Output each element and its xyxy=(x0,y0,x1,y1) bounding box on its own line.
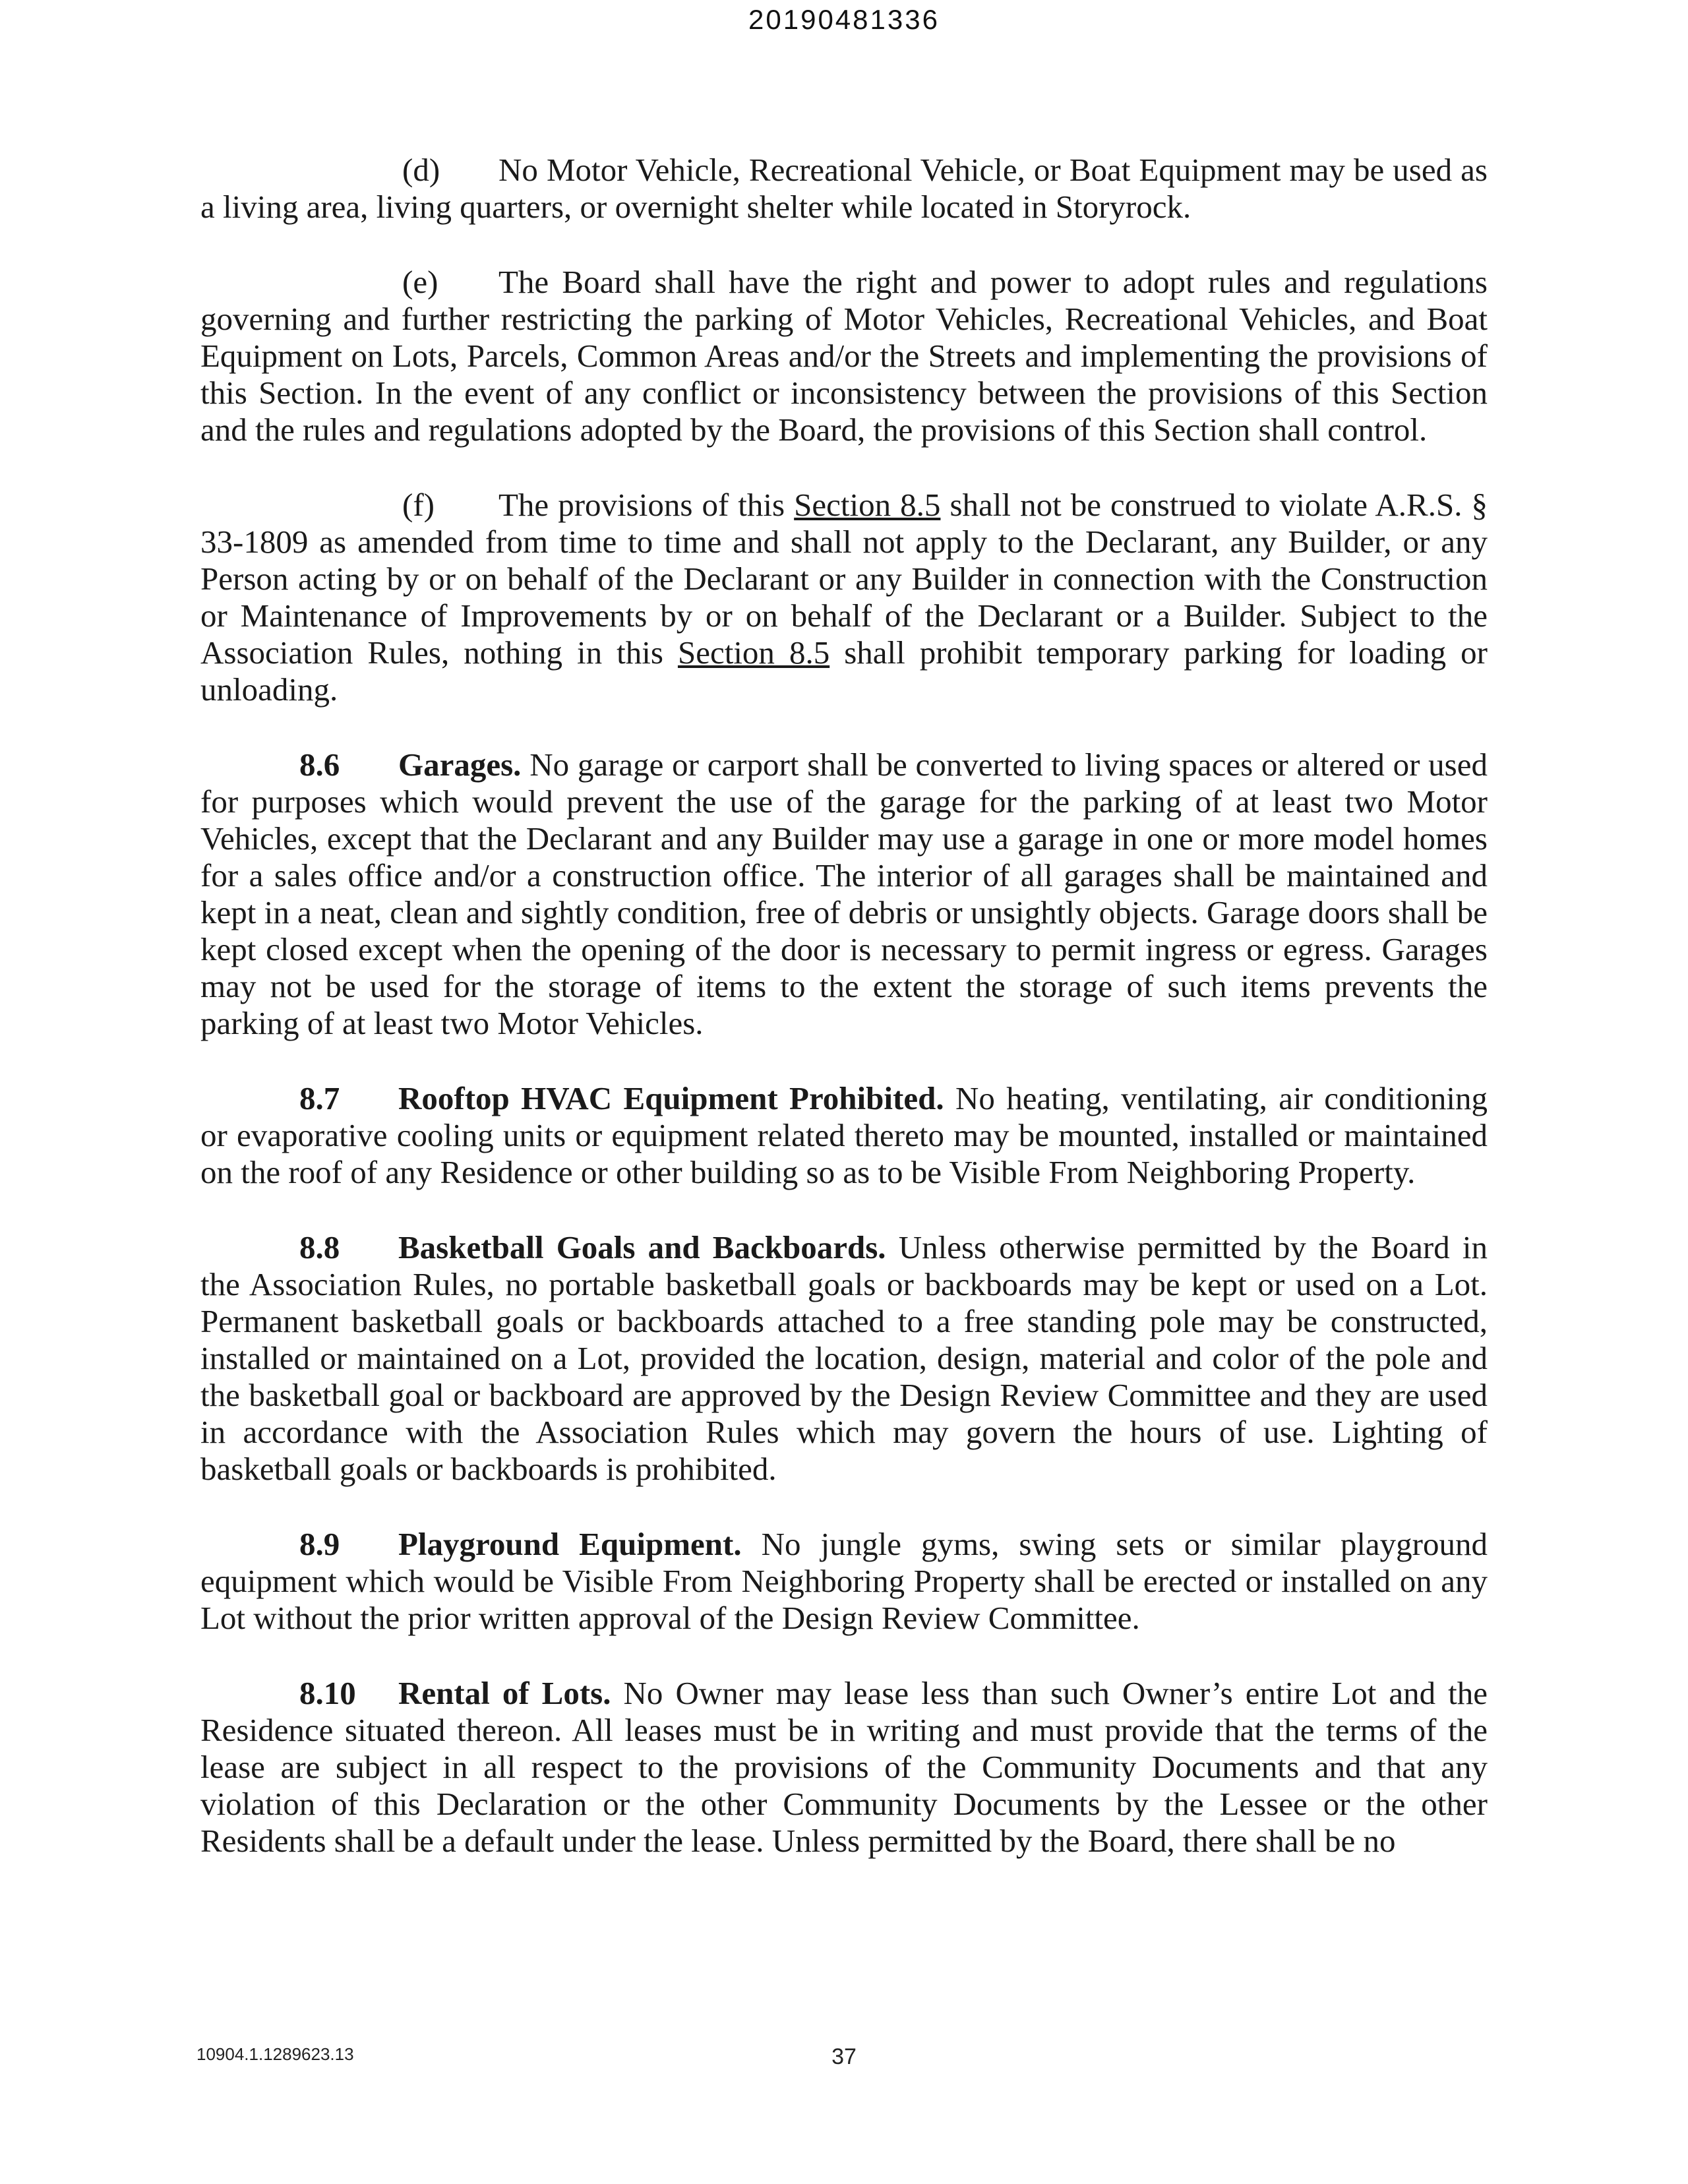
section-text: Unless otherwise permitted by the Board in the Association Rules, no portable basketball goals or backboards may be kept or used on a Lot. Permanent basketball goals or backboards attached to a free standing pole may be constructed, installed or maintained on a Lot, provided the location, design, material and color of the pole and the basketball goal or backboard are approved by the Design Review Committee and they are used in accordance with the Association Rules which may govern the hours of use. Lighting of basketball goals or backboards is prohibited. xyxy=(200,1229,1488,1487)
section-number: 8.7 xyxy=(299,1080,340,1116)
section-title: Rental of Lots. xyxy=(398,1675,611,1711)
footer-document-code: 10904.1.1289623.13 xyxy=(196,2044,354,2064)
section-number: 8.8 xyxy=(299,1229,340,1265)
section-title: Playground Equipment. xyxy=(398,1526,742,1562)
paragraph-label: (f) xyxy=(402,487,435,523)
paragraph-label: (e) xyxy=(402,264,438,300)
section-8-6 xyxy=(200,746,1488,1042)
section-8-8 xyxy=(200,1229,1488,1488)
paragraph-text: shall prohibit temporary parking for loading or unloading. xyxy=(200,634,1488,708)
section-title: Garages. xyxy=(398,746,522,783)
paragraph-label: (d) xyxy=(402,152,440,188)
document-body xyxy=(200,152,1488,1898)
section-number: 8.9 xyxy=(299,1526,340,1562)
paragraph-text: shall not be construed to violate A.R.S. § 33-1809 as amended from time to time and shall not apply to the Declarant, any Builder, or any Person acting by or on behalf of the Declarant or any Builder in connection with the Construction or Maintenance of Improvements by or on behalf of the Declarant or a Builder. Subject to the Association Rules, nothing in this xyxy=(200,487,1488,671)
section-reference: Section 8.5 xyxy=(794,487,941,523)
section-number: 8.6 xyxy=(299,746,340,783)
paragraph-text: No Motor Vehicle, Recreational Vehicle, or Boat Equipment may be used as a living area, living quarters, or overnight shelter while located in Storyrock. xyxy=(200,152,1488,225)
paragraph-text: The Board shall have the right and power to adopt rules and regulations governing and further restricting the parking of Motor Vehicles, Recreational Vehicles, and Boat Equipment on Lots, Parcels, Common Areas and/or the Streets and implementing the provisions of this Section. In the event of any conflict or inconsistency between the provisions of this Section and the rules and regulations adopted by the Board, the provisions of this Section shall control. xyxy=(200,264,1488,448)
section-8-10 xyxy=(200,1675,1488,1860)
section-text: No Owner may lease less than such Owner’s entire Lot and the Residence situated thereon. All leases must be in writing and must provide that the terms of the lease are subject in all respect to the provisions of the Community Documents and that any violation of this Declaration or the other Community Documents by the Lessee or the other Residents shall be a default under the lease. Unless permitted by the Board, there shall be no xyxy=(200,1675,1488,1859)
paragraph-e xyxy=(200,264,1488,448)
section-title: Rooftop HVAC Equipment Prohibited. xyxy=(398,1080,944,1116)
page-number: 37 xyxy=(831,2044,857,2069)
paragraph-text: The provisions of this xyxy=(498,487,795,523)
section-8-7 xyxy=(200,1080,1488,1191)
recording-number: 20190481336 xyxy=(748,4,940,35)
section-text: No jungle gyms, swing sets or similar playground equipment which would be Visible From Neighboring Property shall be erected or installed on any Lot without the prior written approval of the Design Review Committee. xyxy=(200,1526,1488,1636)
section-text: No heating, ventilating, air conditioning or evaporative cooling units or equipment related thereto may be mounted, installed or maintained on the roof of any Residence or other building so as to be Visible From Neighboring Property. xyxy=(200,1080,1488,1190)
section-number: 8.10 xyxy=(299,1675,356,1711)
paragraph-f xyxy=(200,487,1488,708)
section-reference: Section 8.5 xyxy=(677,634,830,671)
section-title: Basketball Goals and Backboards. xyxy=(398,1229,886,1265)
section-8-9 xyxy=(200,1526,1488,1637)
section-text: No garage or carport shall be converted to living spaces or altered or used for purposes which would prevent the use of the garage for the parking of at least two Motor Vehicles, except that the Declarant and any Builder may use a garage in one or more model homes for a sales office and/or a construction office. The interior of all garages shall be maintained and kept in a neat, clean and sightly condition, free of debris or unsightly objects. Garage doors shall be kept closed except when the opening of the door is necessary to permit ingress or egress. Garages may not be used for the storage of items to the extent the storage of such items prevents the parking of at least two Motor Vehicles. xyxy=(200,746,1488,1041)
paragraph-d xyxy=(200,152,1488,226)
